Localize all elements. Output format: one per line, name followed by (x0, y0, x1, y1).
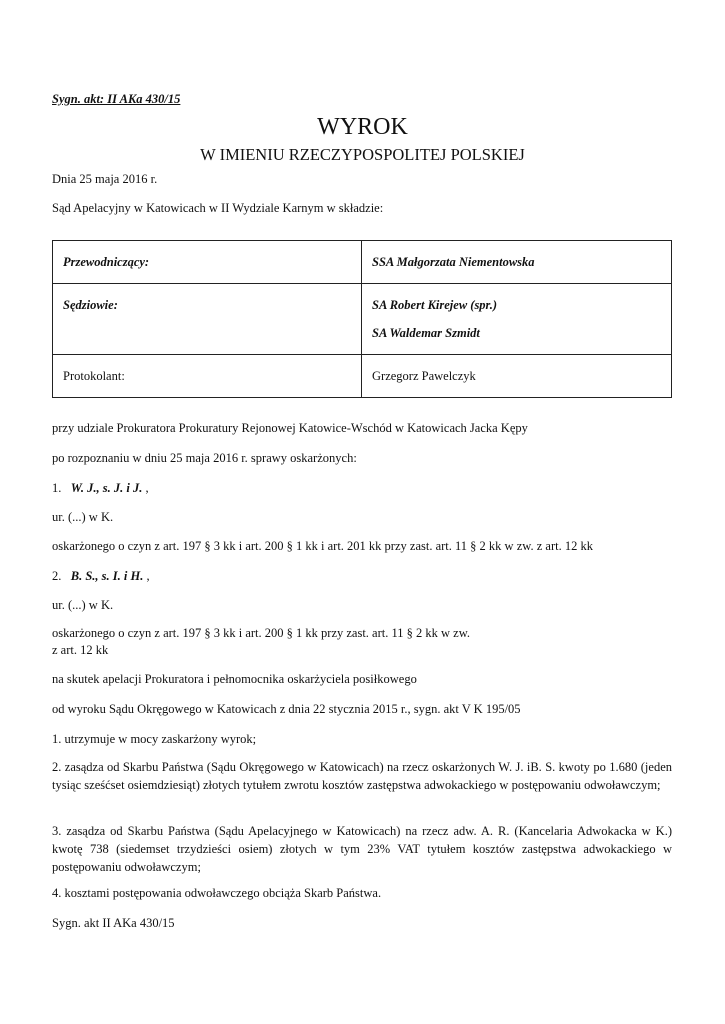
court-composition-table (52, 240, 672, 398)
accused-2-name: B. S., s. I. i H. (70, 569, 144, 583)
accused-1-heading (52, 481, 149, 496)
case-number-header: Sygn. akt: II AKa 430/15 (52, 92, 181, 106)
judges-label: Sędziowie: (63, 298, 118, 312)
accused-2-charge-line-2: z art. 12 kk (52, 643, 109, 657)
accused-1-suffix: , (142, 481, 149, 495)
table-row (53, 284, 672, 355)
prosecutor-line: przy udziale Prokuratora Prokuratury Rejonowej Katowice-Wschód w Katowicach Jacka Kępy (52, 421, 528, 435)
clerk-name: Grzegorz Pawelczyk (372, 369, 476, 383)
judgment-date: Dnia 25 maja 2016 r. (52, 172, 158, 186)
table-row (53, 355, 672, 398)
document-title: WYROK (317, 114, 408, 140)
judge-name-1: SA Robert Kirejew (spr.) (372, 298, 498, 312)
judge-name-2: SA Waldemar Szmidt (372, 326, 480, 340)
judgment-reference: od wyroku Sądu Okręgowego w Katowicach z dnia 22 stycznia 2015 r., sygn. akt V K 195/05 (52, 702, 521, 716)
accused-2-birth: ur. (...) w K. (52, 598, 114, 612)
document-subtitle: W IMIENIU RZECZYPOSPOLITEJ POLSKIEJ (200, 145, 525, 164)
clerk-name-cell (362, 355, 672, 398)
accused-2-number: 2. (52, 569, 62, 583)
clerk-label: Protokolant: (63, 369, 125, 383)
hearing-line: po rozpoznaniu w dniu 25 maja 2016 r. sprawy oskarżonych: (52, 451, 357, 465)
chair-name: SSA Małgorzata Niementowska (372, 255, 535, 269)
accused-1-number: 1. (52, 481, 62, 495)
chair-name-cell (362, 241, 672, 284)
accused-1-charge: oskarżonego o czyn z art. 197 § 3 kk i art. 200 § 1 kk i art. 201 kk przy zast. art. 11 § 2 kk w zw. z art. 12 kk (52, 539, 593, 553)
accused-2-charge-line-1: oskarżonego o czyn z art. 197 § 3 kk i art. 200 § 1 kk przy zast. art. 11 § 2 kk w zw. (52, 626, 471, 640)
accused-1-birth: ur. (...) w K. (52, 510, 114, 524)
ruling-4: 4. kosztami postępowania odwoławczego obciąża Skarb Państwa. (52, 886, 382, 900)
appeal-line: na skutek apelacji Prokuratora i pełnomocnika oskarżyciela posiłkowego (52, 672, 417, 686)
judges-names-cell (362, 284, 672, 355)
judges-label-cell (53, 284, 362, 355)
ruling-1: 1. utrzymuje w mocy zaskarżony wyrok; (52, 732, 257, 746)
chair-label: Przewodniczący: (63, 255, 150, 269)
ruling-2: 2. zasądza od Skarbu Państwa (Sądu Okręgowego w Katowicach) na rzecz oskarżonych W. J. iB. S. kwoty po 1.680 (jeden tysiąc sześćset osiemdziesiąt) złotych tytułem zwrotu kosztów zastępstwa adwokackiego w postępowaniu odwoławczym; (52, 760, 672, 792)
ruling-3: 3. zasądza od Skarbu Państwa (Sądu Apelacyjnego w Katowicach) na rzecz adw. A. R. (Kancelaria Adwokacka w K.) kwotę 738 (siedemset trzydzieści osiem) złotych w tym 23% VAT tytułem kosztów zastępstwa adwokackiego w postępowaniu odwoławczym; (52, 824, 672, 874)
clerk-label-cell (53, 355, 362, 398)
chair-label-cell (53, 241, 362, 284)
court-composition-intro: Sąd Apelacyjny w Katowicach w II Wydziale Karnym w składzie: (52, 201, 384, 215)
accused-2-heading (52, 569, 150, 584)
table-row (53, 241, 672, 284)
accused-2-suffix: , (143, 569, 150, 583)
footer-case-number: Sygn. akt II AKa 430/15 (52, 916, 175, 930)
accused-1-name: W. J., s. J. i J. (70, 481, 143, 495)
